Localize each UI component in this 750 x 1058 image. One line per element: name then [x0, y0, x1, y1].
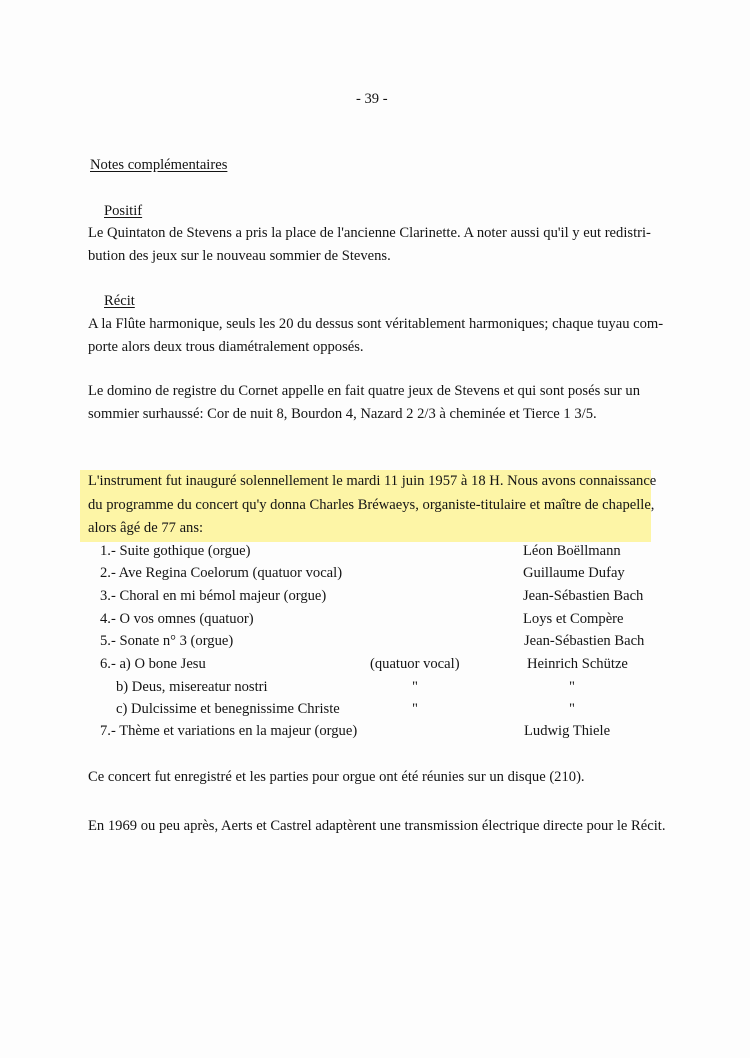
program-title: 1.- Suite gothique (orgue) — [100, 543, 251, 559]
paragraph-line: du programme du concert qu'y donna Charles Bréwaeys, organiste-titulaire et maître de chapelle, — [88, 497, 655, 513]
recording-paragraph: Ce concert fut enregistré et les parties pour orgue ont été réunies sur un disque (210). — [88, 769, 585, 785]
paragraph-line: Le Quintaton de Stevens a pris la place de l'ancienne Clarinette. A noter aussi qu'il y eut redistri- — [88, 225, 651, 241]
program-title: 7.- Thème et variations en la majeur (orgue) — [100, 723, 358, 739]
program-title: 5.- Sonate n° 3 (orgue) — [100, 633, 234, 649]
paragraph-line: sommier surhaussé: Cor de nuit 8, Bourdon 4, Nazard 2 2/3 à cheminée et Tierce 1 3/5. — [88, 406, 597, 422]
program-title: c) Dulcissime et benegnissime Christe — [116, 701, 340, 717]
program-note: " — [412, 679, 418, 695]
program-composer: " — [569, 701, 575, 717]
program-title: 6.- a) O bone Jesu — [100, 656, 206, 672]
paragraph-line: A la Flûte harmonique, seuls les 20 du dessus sont véritablement harmoniques; chaque tuyau com- — [88, 316, 664, 332]
recit-title: Récit — [104, 293, 135, 309]
program-composer: Loys et Compère — [523, 611, 624, 627]
program-note: (quatuor vocal) — [370, 656, 460, 672]
program-composer: Guillaume Dufay — [523, 565, 625, 581]
paragraph-line: L'instrument fut inauguré solennellement le mardi 11 juin 1957 à 18 H. Nous avons connaissance — [88, 473, 657, 489]
program-composer: " — [569, 679, 575, 695]
section-heading: Notes complémentaires — [90, 157, 228, 173]
paragraph-line: Le domino de registre du Cornet appelle en fait quatre jeux de Stevens et qui sont posés sur un — [88, 383, 640, 399]
program-title: b) Deus, misereatur nostri — [116, 679, 268, 695]
program-title: 2.- Ave Regina Coelorum (quatuor vocal) — [100, 565, 343, 581]
program-composer: Jean-Sébastien Bach — [524, 633, 645, 649]
paragraph-line: porte alors deux trous diamétralement opposés. — [88, 339, 364, 355]
program-title: 4.- O vos omnes (quatuor) — [100, 611, 254, 627]
program-title: 3.- Choral en mi bémol majeur (orgue) — [100, 588, 327, 604]
program-note: " — [412, 701, 418, 717]
program-composer: Léon Boëllmann — [523, 543, 621, 559]
paragraph-line: alors âgé de 77 ans: — [88, 520, 204, 536]
positif-title: Positif — [104, 203, 143, 219]
program-composer: Jean-Sébastien Bach — [523, 588, 644, 604]
paragraph-line: bution des jeux sur le nouveau sommier de Stevens. — [88, 248, 391, 264]
transmission-paragraph: En 1969 ou peu après, Aerts et Castrel adaptèrent une transmission électrique directe pour le Récit. — [88, 818, 666, 834]
program-composer: Heinrich Schütze — [527, 656, 628, 672]
program-composer: Ludwig Thiele — [524, 723, 611, 739]
page-number: - 39 - — [356, 91, 388, 107]
